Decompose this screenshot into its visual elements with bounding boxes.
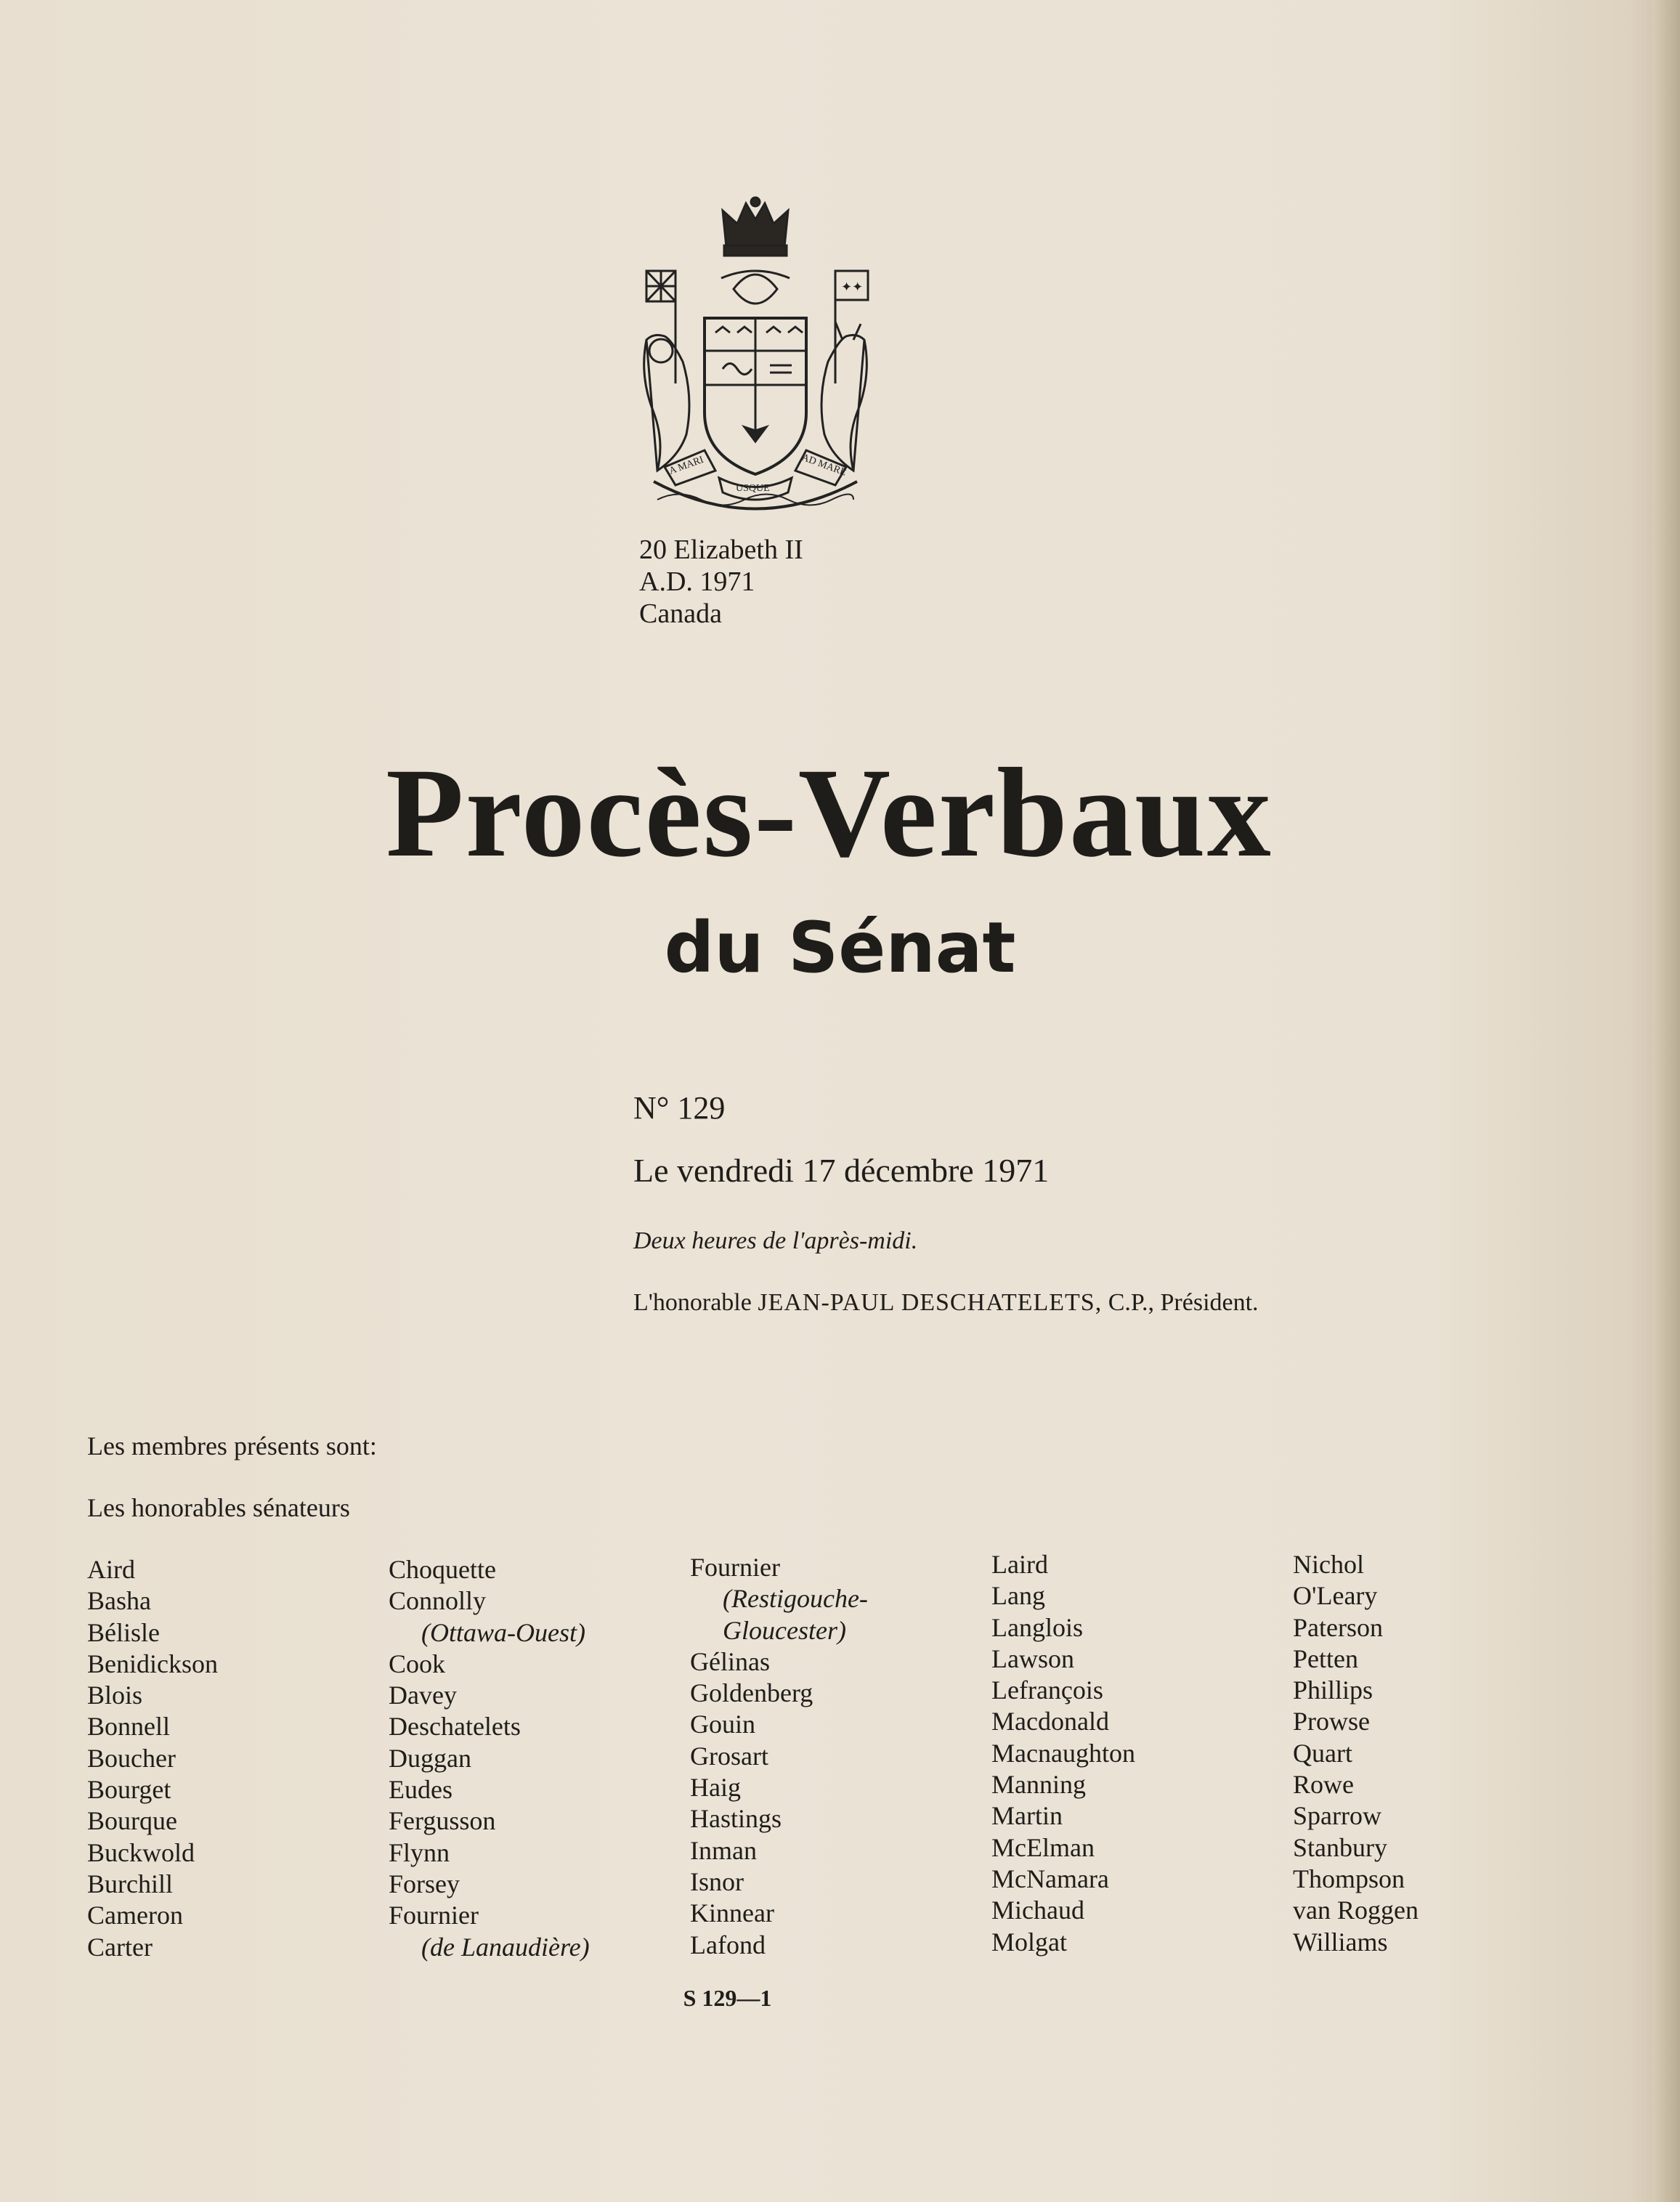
list-item: Kinnear bbox=[690, 1898, 774, 1928]
list-item: Gélinas bbox=[690, 1646, 770, 1676]
motto-right: AD MARE bbox=[800, 452, 848, 479]
list-item: O'Leary bbox=[1293, 1581, 1378, 1611]
list-item: Gouin bbox=[690, 1710, 755, 1739]
list-item: Blois bbox=[87, 1681, 143, 1710]
list-item: Benidickson bbox=[87, 1649, 218, 1678]
list-item: Isnor bbox=[690, 1866, 744, 1896]
list-item: Duggan bbox=[389, 1743, 471, 1773]
senator-column-5 bbox=[1293, 1549, 1419, 1958]
list-item: Flynn bbox=[389, 1837, 450, 1867]
list-item: Michaud bbox=[991, 1896, 1084, 1925]
list-item: Macdonald bbox=[991, 1707, 1109, 1736]
list-item-note: Gloucester) bbox=[723, 1615, 846, 1645]
list-item: McElman bbox=[991, 1832, 1095, 1862]
list-item: Cameron bbox=[87, 1901, 183, 1930]
list-item: Cook bbox=[389, 1649, 446, 1678]
list-item: Lang bbox=[991, 1581, 1045, 1611]
speaker-prefix: L'honorable bbox=[633, 1289, 752, 1316]
list-item: Prowse bbox=[1293, 1707, 1370, 1736]
coat-of-arms-icon bbox=[636, 195, 875, 525]
speaker-line bbox=[633, 1289, 1259, 1317]
sitting-date: Le vendredi 17 décembre 1971 bbox=[633, 1152, 1050, 1189]
list-item: Williams bbox=[1293, 1927, 1388, 1957]
list-item: Sparrow bbox=[1293, 1801, 1381, 1831]
senators-intro: Les honorables sénateurs bbox=[87, 1493, 350, 1522]
page-subtitle: du Sénat bbox=[664, 907, 1016, 988]
speaker-suffix: C.P., Président. bbox=[1108, 1289, 1259, 1316]
list-item-note: (Ottawa-Ouest) bbox=[421, 1617, 585, 1647]
list-item: Boucher bbox=[87, 1743, 176, 1773]
list-item: Basha bbox=[87, 1586, 151, 1616]
motto-center: USQUE bbox=[736, 483, 770, 494]
list-item: Thompson bbox=[1293, 1864, 1405, 1893]
list-item: Inman bbox=[690, 1835, 757, 1865]
motto-left: A MARI bbox=[667, 454, 705, 477]
list-item: Goldenberg bbox=[690, 1678, 813, 1708]
ad-year: A.D. 1971 bbox=[639, 566, 755, 597]
list-item: Phillips bbox=[1293, 1675, 1373, 1705]
regnal-year: 20 Elizabeth II bbox=[639, 535, 803, 565]
list-item: Bélisle bbox=[87, 1617, 160, 1647]
members-intro: Les membres présents sont: bbox=[87, 1431, 377, 1460]
senator-column-3 bbox=[690, 1552, 868, 1961]
list-item: Petten bbox=[1293, 1644, 1358, 1673]
svg-text:✦✦: ✦✦ bbox=[841, 280, 864, 294]
list-item: Grosart bbox=[690, 1741, 768, 1771]
list-item: Burchill bbox=[87, 1869, 173, 1898]
country: Canada bbox=[639, 598, 722, 629]
list-item: Eudes bbox=[389, 1775, 453, 1805]
regnal-block bbox=[639, 534, 803, 630]
list-item: Manning bbox=[991, 1770, 1086, 1800]
list-item: Hastings bbox=[690, 1804, 782, 1834]
list-item: Davey bbox=[389, 1681, 457, 1710]
list-item: Lawson bbox=[991, 1644, 1074, 1673]
sitting-time: Deux heures de l'après-midi. bbox=[633, 1227, 918, 1254]
list-item: McNamara bbox=[991, 1864, 1109, 1893]
list-item: Macnaughton bbox=[991, 1738, 1135, 1768]
list-item: Haig bbox=[690, 1773, 741, 1803]
list-item: Bourget bbox=[87, 1775, 171, 1805]
list-item: Carter bbox=[87, 1932, 153, 1962]
list-item: Laird bbox=[991, 1550, 1048, 1579]
list-item: Fergusson bbox=[389, 1806, 496, 1836]
page-edge bbox=[1652, 0, 1680, 2202]
list-item: Lefrançois bbox=[991, 1675, 1103, 1705]
list-item: Deschatelets bbox=[389, 1712, 521, 1742]
list-item: van Roggen bbox=[1293, 1896, 1419, 1925]
page-footer: S 129—1 bbox=[683, 1985, 772, 2011]
list-item: Lafond bbox=[690, 1930, 766, 1959]
list-item: Stanbury bbox=[1293, 1832, 1387, 1862]
list-item: Nichol bbox=[1293, 1550, 1364, 1579]
list-item: Martin bbox=[991, 1801, 1063, 1831]
list-item: Bourque bbox=[87, 1806, 177, 1836]
list-item-note: (Restigouche- bbox=[723, 1584, 868, 1614]
list-item: Paterson bbox=[1293, 1612, 1383, 1642]
list-item: Rowe bbox=[1293, 1770, 1354, 1800]
list-item: Aird bbox=[87, 1555, 135, 1584]
sitting-number: N° 129 bbox=[633, 1090, 726, 1126]
list-item: Molgat bbox=[991, 1927, 1067, 1957]
page-title: Procès-Verbaux bbox=[386, 742, 1273, 884]
list-item: Connolly bbox=[389, 1586, 487, 1616]
senator-column-2 bbox=[389, 1554, 590, 1963]
senator-column-4 bbox=[991, 1549, 1135, 1958]
list-item: Buckwold bbox=[87, 1837, 195, 1867]
senator-column-1 bbox=[87, 1554, 218, 1963]
speaker-name: JEAN-PAUL DESCHATELETS, bbox=[758, 1289, 1103, 1316]
list-item: Quart bbox=[1293, 1738, 1352, 1768]
list-item: Choquette bbox=[389, 1555, 496, 1584]
list-item: Fournier bbox=[389, 1901, 479, 1930]
list-item: Fournier bbox=[690, 1553, 780, 1582]
list-item-note: (de Lanaudière) bbox=[421, 1932, 590, 1962]
list-item: Bonnell bbox=[87, 1712, 170, 1742]
list-item: Langlois bbox=[991, 1612, 1083, 1642]
list-item: Forsey bbox=[389, 1869, 460, 1898]
